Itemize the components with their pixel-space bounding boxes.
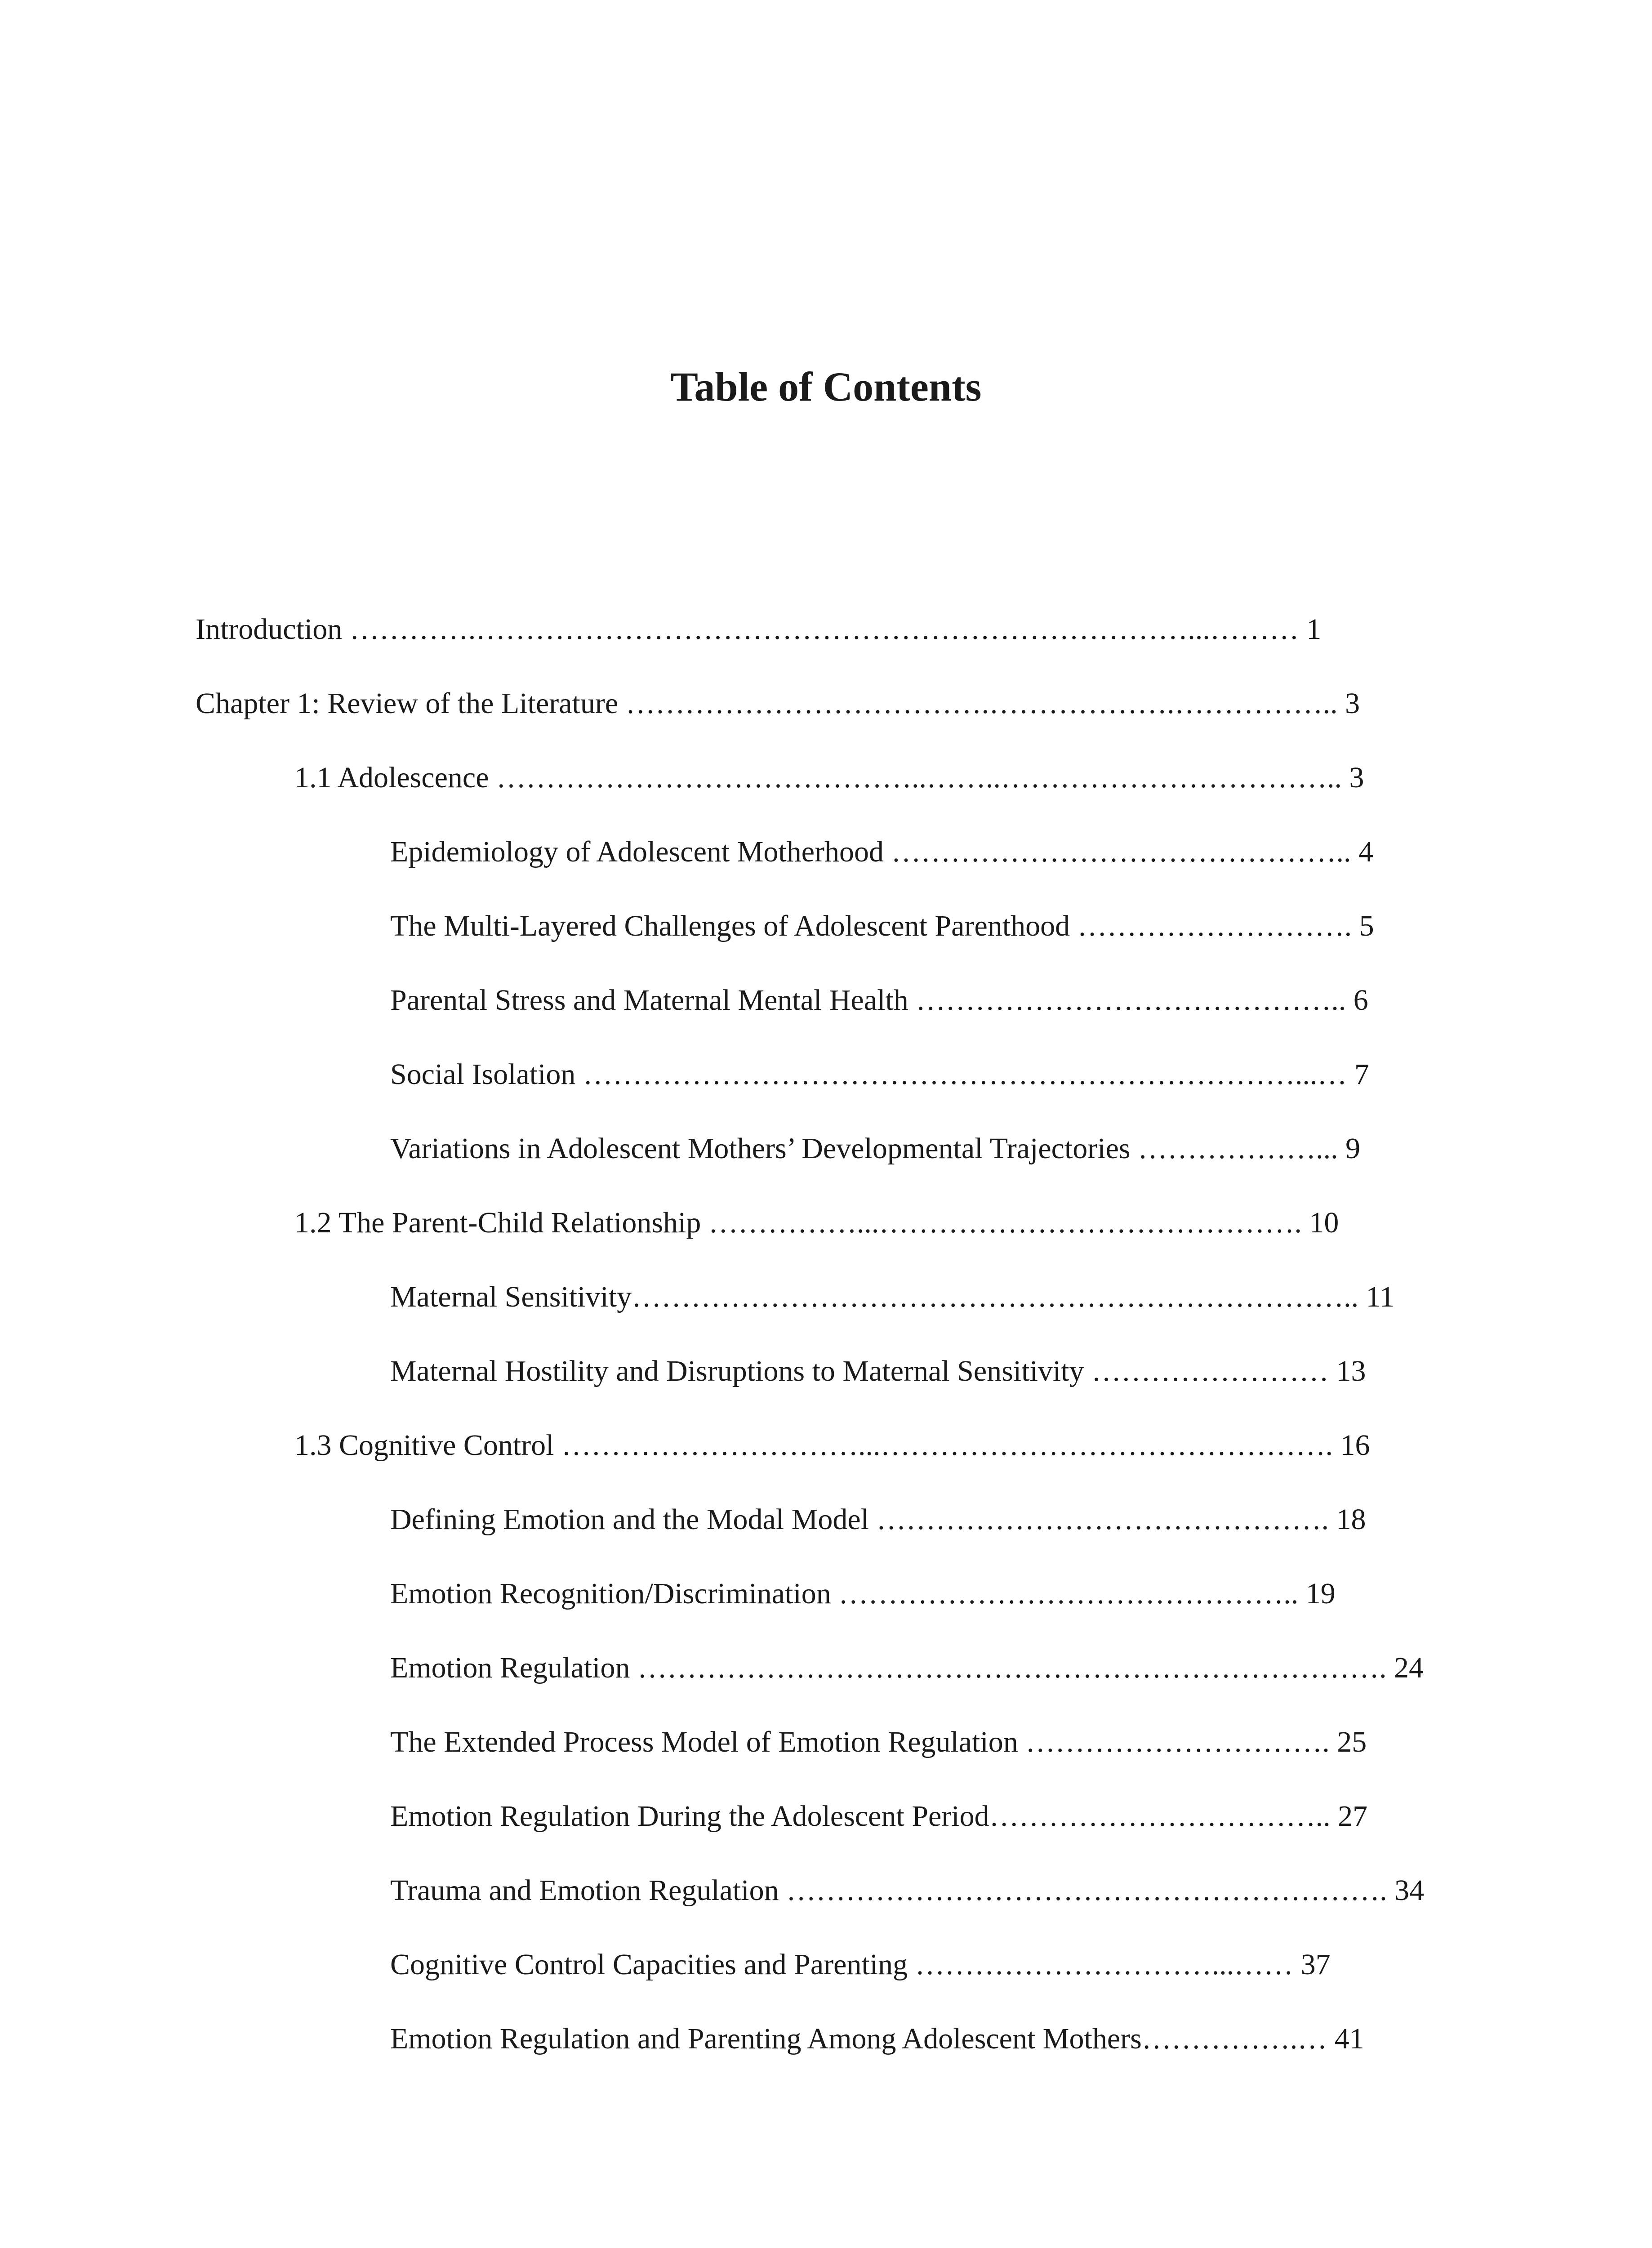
toc-entry-emotion-regulation-parenting [390,2016,1364,2061]
toc-entry-text: 1.2 The Parent-Child Relationship ……………...……………………………………. 10 [294,1206,1339,1239]
toc-entry-trauma [390,1868,1424,1913]
toc-entry-text: Parental Stress and Maternal Mental Health …………………………………….. 6 [390,984,1368,1017]
toc-entry-text: Maternal Hostility and Disruptions to Maternal Sensitivity …………………… 13 [390,1355,1366,1387]
toc-entry-text: Emotion Recognition/Discrimination ……………………………………….. 19 [390,1577,1336,1610]
toc-entry-text: Social Isolation ………………………………………………………………...… 7 [390,1058,1369,1091]
toc-entry-text: Cognitive Control Capacities and Parenting …………………………...…… 37 [390,1948,1331,1981]
toc-entry-social-isolation [390,1052,1369,1097]
toc-entry-chapter-1 [196,681,1360,726]
toc-entry-adolescence [294,755,1364,800]
toc-entry-text: Introduction ………….………………………………………………………………...……… 1 [196,613,1322,646]
toc-entry-parental-stress [390,978,1368,1023]
toc-entry-text: Emotion Regulation …………………………………………………………………. 24 [390,1651,1424,1684]
toc-entry-developmental-trajectories [390,1126,1360,1171]
toc-entry-multi-layered-challenges [390,904,1374,949]
toc-entry-text: Trauma and Emotion Regulation ……………………………………………………. 34 [390,1874,1425,1907]
toc-entry-text: Variations in Adolescent Mothers’ Developmental Trajectories ………………... 9 [390,1132,1361,1165]
toc-entry-defining-emotion [390,1497,1366,1542]
toc-entry-introduction [196,607,1321,652]
page-title: Table of Contents [670,364,982,410]
toc-entry-cognitive-control [294,1423,1370,1468]
toc-entry-text: The Multi-Layered Challenges of Adolescent Parenthood ………………………. 5 [390,910,1374,942]
toc-entry-text: The Extended Process Model of Emotion Regulation …………………………. 25 [390,1726,1367,1758]
toc-entry-cognitive-control-parenting [390,1942,1331,1987]
toc-entry-maternal-sensitivity [390,1275,1394,1320]
toc-entry-text: 1.1 Adolescence ……………………………………..……..…………………………….. 3 [294,761,1364,794]
toc-entry-extended-process-model [390,1720,1367,1765]
toc-entry-text: Epidemiology of Adolescent Motherhood ……………………………………….. 4 [390,835,1373,868]
toc-entry-maternal-hostility [390,1349,1366,1394]
toc-entry-text: Defining Emotion and the Modal Model ………………………………………. 18 [390,1503,1366,1536]
toc-entry-text: Emotion Regulation During the Adolescent Period…………………………….. 27 [390,1800,1368,1833]
toc-entry-emotion-regulation-adolescent [390,1794,1367,1839]
toc-entry-text: 1.3 Cognitive Control …………………………...………………………………………. 16 [294,1429,1370,1462]
toc-entry-text: Emotion Regulation and Parenting Among Adolescent Mothers…………….… 41 [390,2022,1364,2055]
toc-entry-text: Maternal Sensitivity……………………………………………………………….. 11 [390,1280,1395,1313]
toc-entry-emotion-recognition [390,1571,1336,1616]
toc-entry-text: Chapter 1: Review of the Literature ……………………………….……………….…………….. 3 [196,687,1360,720]
toc-entry-emotion-regulation [390,1646,1424,1690]
toc-entry-epidemiology [390,830,1373,874]
toc-entry-parent-child-relationship [294,1200,1339,1245]
